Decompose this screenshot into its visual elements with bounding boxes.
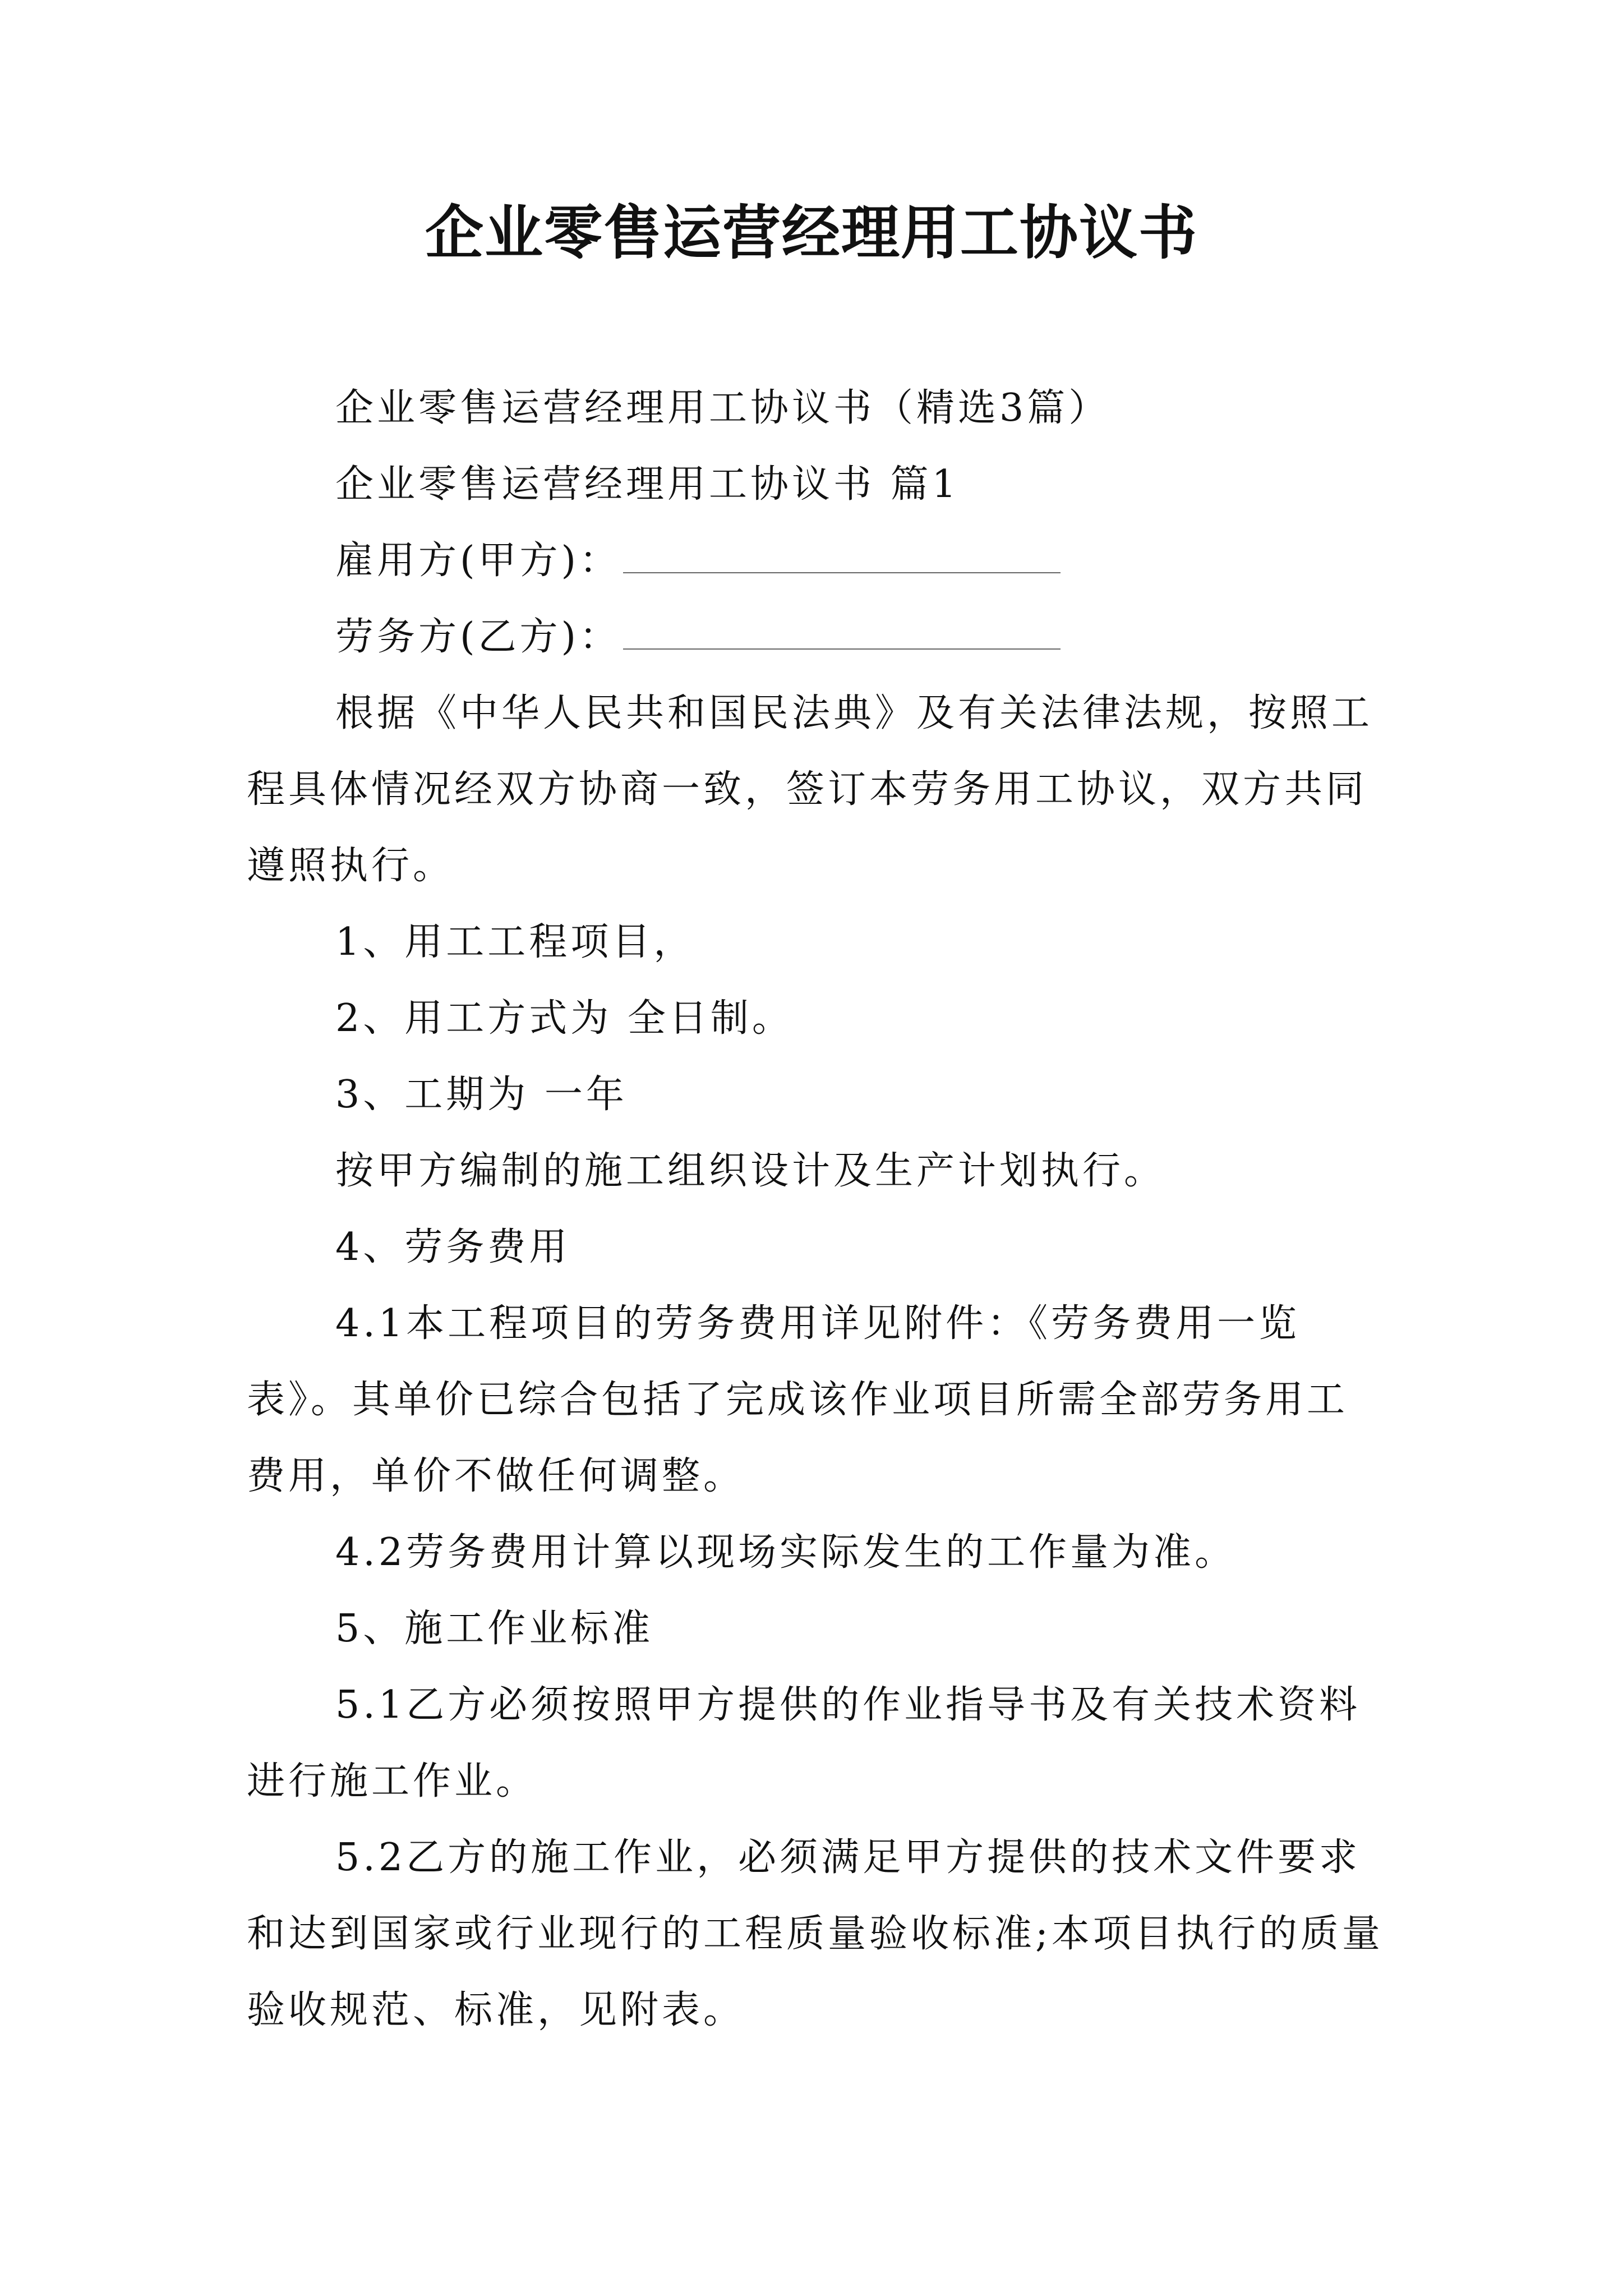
- paragraph-preamble: 根据《中华人民共和国民法典》及有关法律法规，按照工程具体情况经双方协商一致，签订本劳务用工协议，双方共同遵照执行。: [247, 691, 1373, 888]
- laborer-label: 劳务方(乙方)：: [335, 615, 621, 659]
- laborer-field: [247, 599, 1385, 675]
- section-heading: 企业零售运营经理用工协议书 篇1: [335, 462, 960, 507]
- clause-3: 3、工期为 一年: [335, 1073, 628, 1117]
- clause-5-1: 5.1乙方必须按照甲方提供的作业指导书及有关技术资料进行施工作业。: [247, 1683, 1361, 1803]
- document-subtitle: 企业零售运营经理用工协议书（精选3篇）: [335, 386, 1110, 430]
- clause-2: 2、用工方式为 全日制。: [335, 996, 794, 1041]
- document-body: [247, 370, 1385, 2049]
- clause-4-2: 4.2劳务费用计算以现场实际发生的工作量为准。: [335, 1530, 1237, 1575]
- clause-1: 1、用工工程项目，: [335, 920, 695, 964]
- clause-4: 4、劳务费用: [335, 1225, 571, 1269]
- employer-label: 雇用方(甲方)：: [335, 539, 621, 583]
- document-title: 企业零售运营经理用工协议书: [425, 198, 1198, 267]
- employer-blank-line: [623, 544, 1061, 573]
- clause-3-detail: 按甲方编制的施工组织设计及生产计划执行。: [335, 1149, 1166, 1193]
- laborer-blank-line: [623, 620, 1061, 650]
- clause-5: 5、施工作业标准: [335, 1607, 654, 1651]
- employer-field: [247, 523, 1385, 599]
- clause-5-2: 5.2乙方的施工作业，必须满足甲方提供的技术文件要求和达到国家或行业现行的工程质量验收标准;本项目执行的质量验收规范、标准，见附表。: [247, 1835, 1384, 2032]
- clause-4-1: 4.1本工程项目的劳务费用详见附件：《劳务费用一览表》。其单价已综合包括了完成该作业项目所需全部劳务用工费用，单价不做任何调整。: [247, 1301, 1349, 1498]
